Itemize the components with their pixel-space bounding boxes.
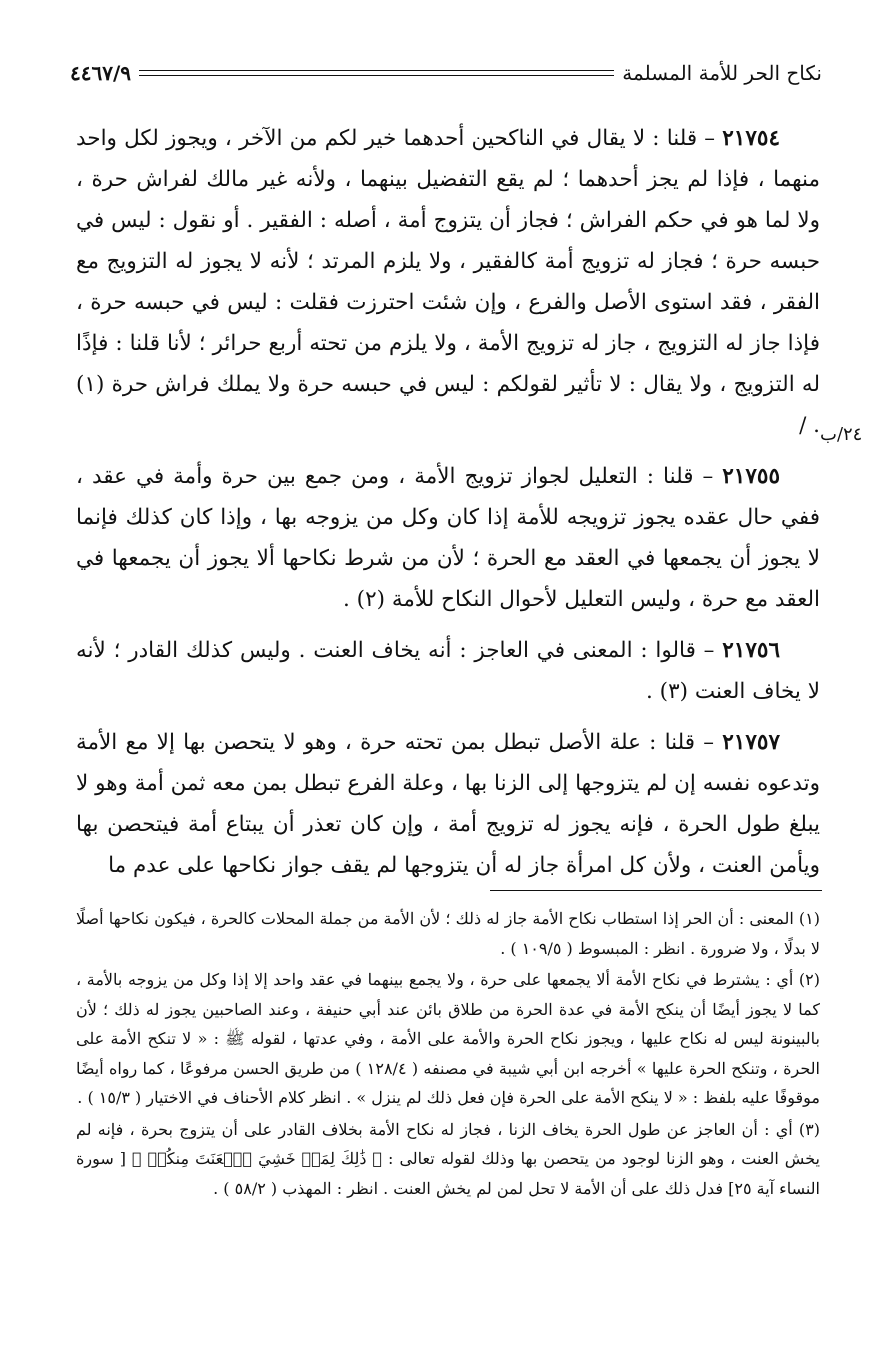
footnote-separator [490,890,822,891]
marginal-folio-note: ٢٤/ب [820,424,863,445]
paragraph-text: – قلنا : علة الأصل تبطل بمن تحته حرة ، وهو لا يتحصن بها إلا مع الأمة وتدعوه نفسه إن لم يتزوجها إلى الزنا بها ، وعلة الفرع تبطل بمن معه ثمن أمة وهو لا يبلغ طول الحرة ، فإنه يجوز له تزويج أمة ، وإن كان تعذر أن يبتاع أمة فيتحصن بها ويأمن العنت ، ولأن كل امرأة جاز له أن يتزوجها لم يقف جواز نكاحها على عدم ما [76,730,820,878]
footnote: (٣) أي : أن العاجز عن طول الحرة يخاف الزنا ، فجاز له نكاح الأمة بخلاف القادر على أن يتزوج بحرة ، فإنه لم يخش العنت ، وهو الزنا لوجود من يتحصن بها وذلك لقوله تعالى : ﴿ ذَٰلِكَ لِمَنۡ خَشِيَ ٱلۡعَنَتَ مِنكُمۡ ﴾ [ سورة النساء آية ٢٥] فدل ذلك على أن الأمة لا تحل لمن لم يخش العنت . انظر : المهذب ( ٥٨/٢ ) . [76,1119,820,1198]
paragraph-number: ٢١٧٥٦ [722,638,780,663]
paragraph [76,722,820,886]
header-rule [139,70,614,76]
paragraph-text: – قلنا : لا يقال في الناكحين أحدهما خير لكم من الآخر ، ويجوز لكل واحد منهما ، فإذا لم يجز أحدهما ؛ لم يقع التفضيل بينهما ، ولأنه غير مالك لفراش حرة ، ولا لما هو في حكم الفراش ؛ فجاز أن يتزوج أمة ، أصله : الفقير . أو نقول : ليس في حبسه حرة ؛ فجاز له تزويج أمة كالفقير ، ولا يلزم المرتد ؛ لأنه لا يجوز له التزويج مع الفقر ، فقد استوى الأصل والفرع ، وإن شئت احترزت فقلت : ليس في حبسه حرة ، فإذا جاز له التزويج ، جاز له تزويج الأمة ، ولا يلزم من تحته أربع حرائر ؛ لأنا قلنا : فإذًا له التزويج ، ولا يقال : لا تأثير لقولكم : ليس في حبسه حرة ولا يملك فراش حرة (١) . / [76,126,820,438]
paragraph-number: ٢١٧٥٧ [722,730,780,755]
running-title: نكاح الحر للأمة المسلمة [622,61,822,85]
footnote: (١) المعنى : أن الحر إذا استطاب نكاح الأمة جاز له ذلك ؛ لأن الأمة من جملة المحلات كالحرة ، فيكون نكاحها أصلًا لا بدلًا ، ولا ضرورة . انظر : المبسوط ( ١٠٩/٥ ) . [76,909,821,958]
paragraph [76,630,820,712]
paragraph-text: – قالوا : المعنى في العاجز : أنه يخاف العنت . وليس كذلك القادر ؛ لأنه لا يخاف العنت (٣) . [76,638,820,704]
footnote: (٢) أي : يشترط في نكاح الأمة ألا يجمعها على حرة ، ولا يجمع بينهما في عقد واحد إلا إذا وكل من يزوجه بالأمة ، كما لا يجوز أيضًا أن ينكح الأمة في عدة الحرة من طلاق بائن عند أبي حنيفة ، وعند الصاحبين يجوز له ذلك ؛ لأن بالبينونة ليس له نكاح عليها ، ويجوز نكاح الحرة والأمة على الأمة ، وفي عدتها ، لقوله ﷺ : « لا تنكح الأمة على الحرة ، وتنكح الحرة عليها » أخرجه ابن أبي شيبة في مصنفه ( ١٢٨/٤ ) من طريق الحسن مرفوعًا ، كما رواه أيضًا موقوفًا عليه بلفظ : « لا ينكح الأمة على الحرة فإن فعل ذلك لم ينزل » . انظر كلام الأحناف في الاختيار ( ١٥/٣ ) . [76,970,821,1107]
page-header [70,58,822,88]
paragraph-number: ٢١٧٥٥ [722,464,780,489]
paragraph-text: – قلنا : التعليل لجواز تزويج الأمة ، ومن جمع بين حرة وأمة في عقد ، ففي حال عقده يجوز تزويجه للأمة إذا كان وكل من يزوجه بها ، وإذا كان كذلك فإنما لا يجوز أن يجمعها في العقد مع الحرة ؛ لأن من شرط نكاحها ألا يجوز أن يجمعها في العقد مع حرة ، وليس التعليل لأحوال النكاح للأمة (٢) . [76,464,820,612]
paragraph [76,118,820,446]
main-text [76,118,820,896]
page-number: ٤٤٦٧/٩ [70,61,132,85]
footnotes [76,904,820,1205]
paragraph [76,456,820,620]
paragraph-number: ٢١٧٥٤ [722,126,780,151]
